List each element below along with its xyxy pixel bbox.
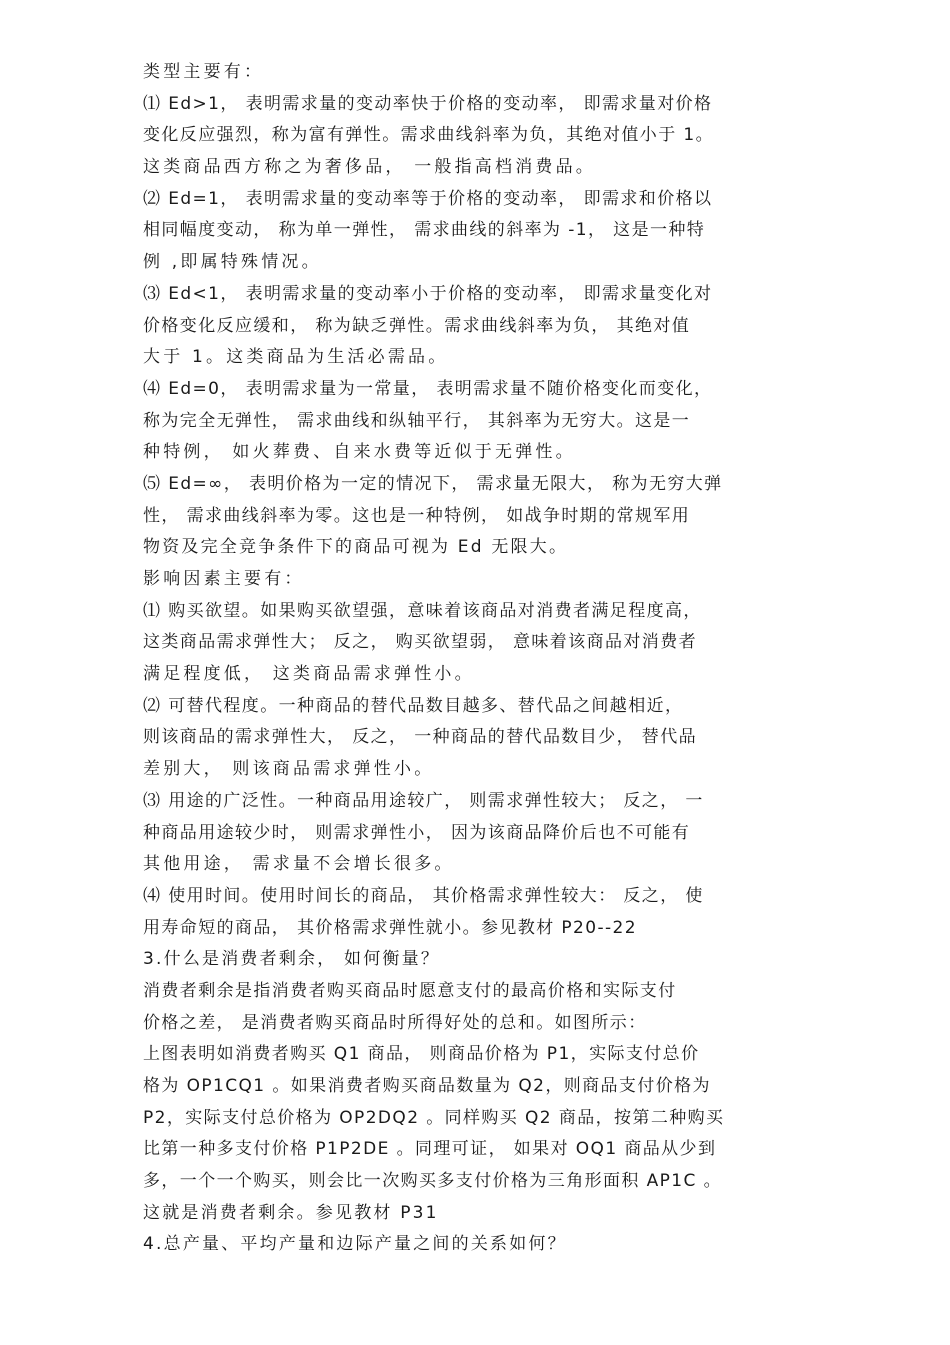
text-line: 相同幅度变动， 称为单一弹性， 需求曲线的斜率为 -1， 这是一种特	[143, 220, 706, 241]
text-line: 其他用途， 需求量不会增长很多。	[143, 854, 455, 875]
text-line: ⑴ 购买欲望。如果购买欲望强，意味着该商品对消费者满足程度高，	[143, 600, 702, 621]
text-line: 则该商品的需求弹性大， 反之， 一种商品的替代品数目少， 替代品	[143, 727, 698, 748]
text-line: P2，实际支付总价格为 OP2DQ2 。同样购买 Q2 商品，按第二种购买	[143, 1107, 725, 1128]
text-line: 差别大， 则该商品需求弹性小。	[143, 759, 435, 780]
text-line: 种特例， 如火葬费、自来水费等近似于无弹性。	[143, 442, 576, 463]
text-line: 例 ,即属特殊情况。	[143, 252, 322, 273]
text-line: 价格变化反应缓和， 称为缺乏弹性。需求曲线斜率为负， 其绝对值	[143, 315, 691, 336]
text-line: 这就是消费者剩余。参见教材 P31	[143, 1202, 439, 1223]
text-line: 用寿命短的商品， 其价格需求弹性就小。参见教材 P20--22	[143, 917, 637, 938]
text-line: ⑵ 可替代程度。一种商品的替代品数目越多、替代品之间越相近，	[143, 695, 684, 716]
text-line: 多，一个一个购买，则会比一次购买多支付价格为三角形面积 AP1C 。	[143, 1171, 722, 1192]
text-line: 这类商品西方称之为奢侈品， 一般指高档消费品。	[143, 157, 597, 178]
text-line: 性， 需求曲线斜率为零。这也是一种特例， 如战争时期的常规军用	[143, 505, 691, 526]
text-line: 大于 1。这类商品为生活必需品。	[143, 347, 449, 368]
text-line: ⑴ Ed>1， 表明需求量的变动率快于价格的变动率， 即需求量对价格	[143, 93, 713, 114]
text-line: ⑷ Ed=0， 表明需求量为一常量， 表明需求量不随价格变化而变化，	[143, 378, 713, 399]
text-line: 上图表明如消费者购买 Q1 商品， 则商品价格为 P1，实际支付总价	[143, 1044, 700, 1065]
text-line: 类型主要有：	[143, 62, 265, 82]
text-line: 比第一种多支付价格 P1P2DE 。同理可证， 如果对 OQ1 商品从少到	[143, 1139, 717, 1160]
text-line: 价格之差， 是消费者购买商品时所得好处的总和。如图所示：	[143, 1012, 647, 1033]
text-line: ⑸ Ed=∞， 表明价格为一定的情况下， 需求量无限大， 称为无穷大弹	[143, 473, 723, 494]
text-line: 变化反应强烈，称为富有弹性。需求曲线斜率为负，其绝对值小于 1。	[143, 125, 715, 146]
text-line: ⑷ 使用时间。使用时间长的商品， 其价格需求弹性较大： 反之， 使	[143, 885, 704, 906]
text-line: 消费者剩余是指消费者购买商品时愿意支付的最高价格和实际支付	[143, 980, 677, 1001]
text-line: 这类商品需求弹性大； 反之， 购买欲望弱， 意味着该商品对消费者	[143, 632, 698, 653]
text-line: ⑶ 用途的广泛性。一种商品用途较广， 则需求弹性较大； 反之， 一	[143, 790, 704, 811]
text-line: 格为 OP1CQ1 。如果消费者购买商品数量为 Q2，则商品支付价格为	[143, 1076, 711, 1096]
text-line: ⑵ Ed=1， 表明需求量的变动率等于价格的变动率， 即需求和价格以	[143, 188, 713, 209]
section-heading: 3.什么是消费者剩余， 如何衡量？	[143, 949, 441, 970]
section-heading: 4.总产量、平均产量和边际产量之间的关系如何？	[143, 1234, 567, 1255]
text-line: 称为完全无弹性， 需求曲线和纵轴平行， 其斜率为无穷大。这是一	[143, 410, 691, 431]
text-line: 满足程度低， 这类商品需求弹性小。	[143, 664, 475, 685]
text-line: 影响因素主要有：	[143, 569, 305, 589]
text-line: 物资及完全竞争条件下的商品可视为 Ed 无限大。	[143, 537, 569, 558]
text-line: 种商品用途较少时， 则需求弹性小， 因为该商品降价后也不可能有	[143, 822, 691, 843]
text-line: ⑶ Ed<1， 表明需求量的变动率小于价格的变动率， 即需求量变化对	[143, 283, 713, 304]
document-body	[143, 57, 808, 1261]
